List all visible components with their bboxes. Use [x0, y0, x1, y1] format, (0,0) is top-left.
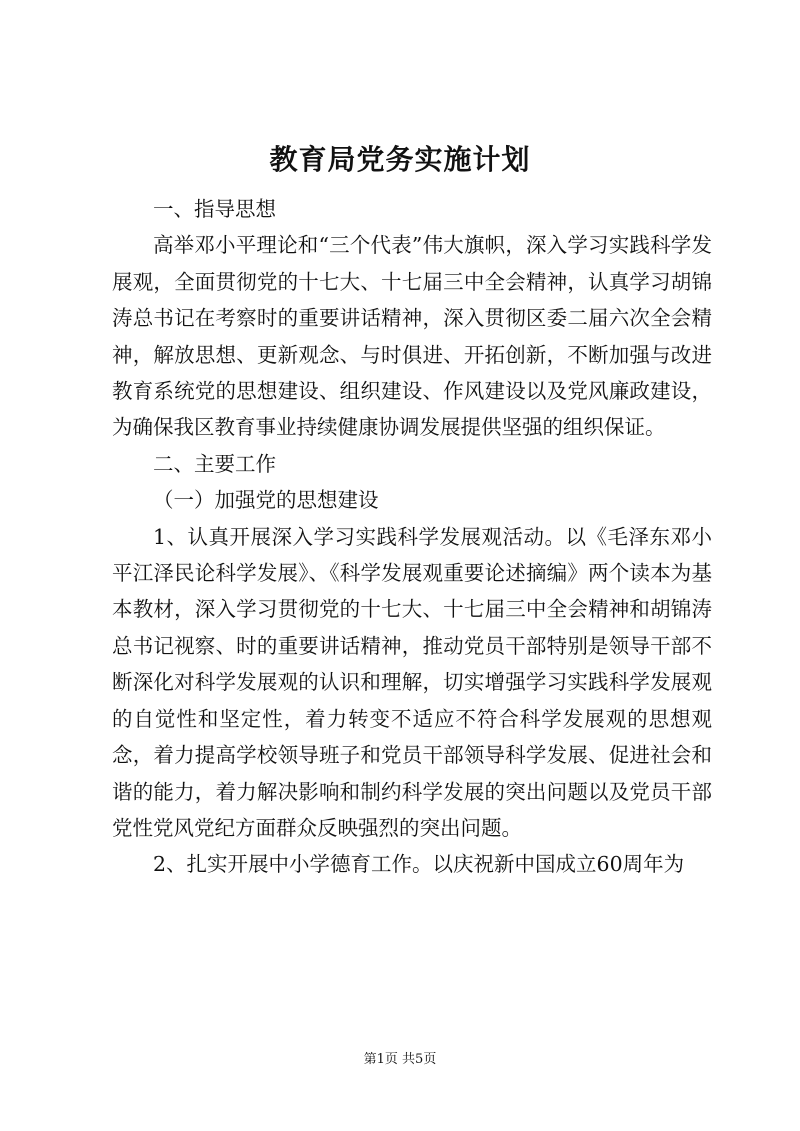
paragraph-item-1: 1、认真开展深入学习实践科学发展观活动。以《毛泽东邓小平江泽民论科学发展》、《科学发展观重要论述摘编》两个读本为基本教材，深入学习贯彻党的十七大、十七届三中全会精神和胡锦涛总书记视察、时的重要讲话精神，推动党员干部特别是领导干部不断深化对科学发展观的认识和理解，切实增强学习实践科学发展观的自觉性和坚定性，着力转变不适应不符合科学发展观的思想观念，着力提高学校领导班子和党员干部领导科学发展、促进社会和谐的能力，着力解决影响和制约科学发展的突出问题以及党员干部党性党风党纪方面群众反映强烈的突出问题。: [112, 524, 712, 840]
paragraph-item-2: 2、扎实开展中小学德育工作。以庆祝新中国成立60周年为: [153, 852, 685, 877]
document-body: [112, 191, 712, 883]
paragraph-guiding-ideology: 高举邓小平理论和“三个代表”伟大旗帜，深入学习实践科学发展观，全面贯彻党的十七大、十七届三中全会精神，认真学习胡锦涛总书记在考察时的重要讲话精神，深入贯彻区委二届六次全会精神，解放思想、更新观念、与时俱进、开拓创新，不断加强与改进教育系统党的思想建设、组织建设、作风建设以及党风廉政建设，为确保我区教育事业持续健康协调发展提供坚强的组织保证。: [112, 233, 712, 440]
subsection-heading-ideological-building: （一）加强党的思想建设: [153, 488, 379, 513]
document-title: 教育局党务实施计划: [269, 143, 531, 176]
page-footer: 第1页 共5页: [363, 1052, 437, 1067]
section-heading-main-work: 二、主要工作: [153, 451, 276, 476]
section-heading-guiding-ideology: 一、指导思想: [153, 197, 276, 221]
